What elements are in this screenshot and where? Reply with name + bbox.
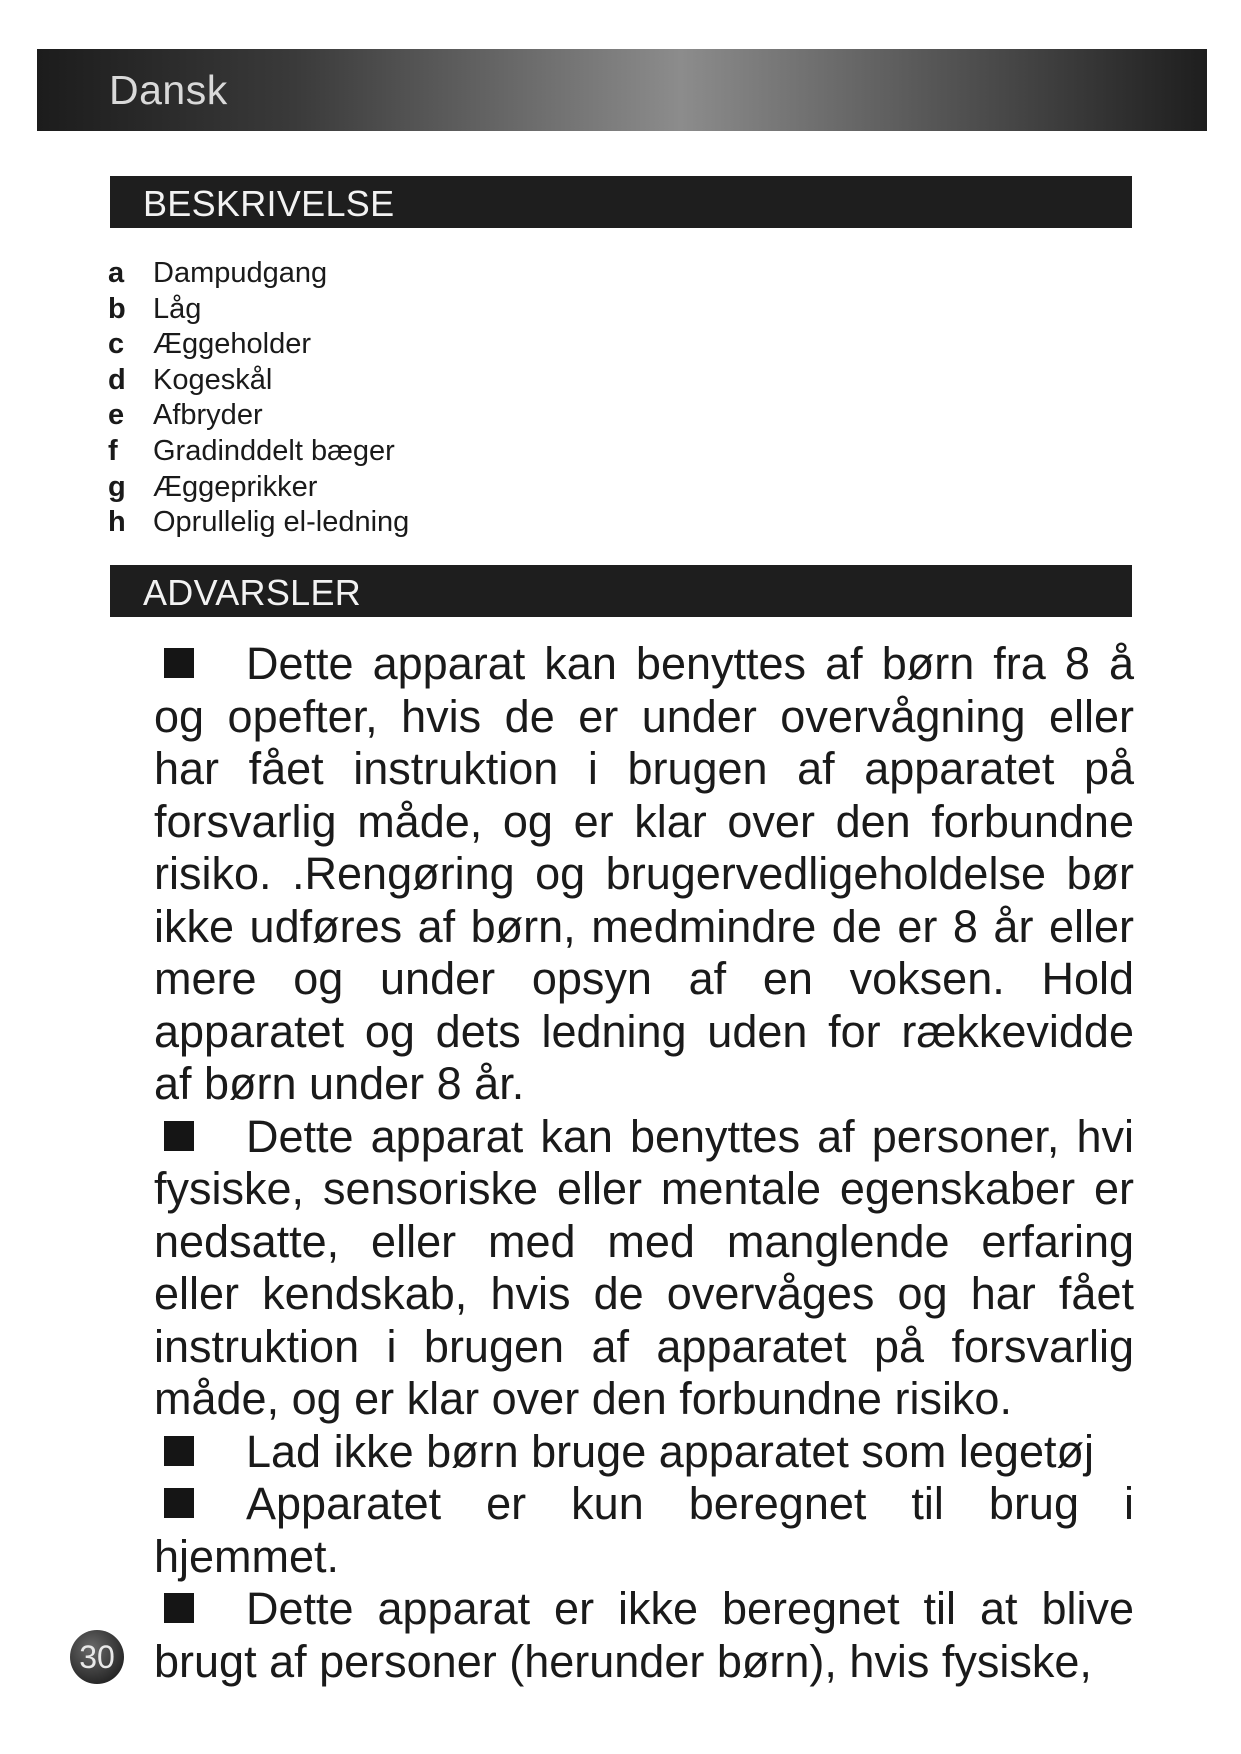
item-label: Gradinddelt bæger [153,434,395,467]
warning-item [154,638,1134,1111]
language-banner [37,49,1207,131]
description-header [110,176,1132,228]
item-letter: g [108,470,126,503]
list-item [108,292,409,328]
list-item [108,434,409,470]
warning-text: Lad ikke børn bruge apparatet som legetøj [246,1425,1094,1477]
warning-text: Apparatet er kun beregnet til brug i hjemmet. [154,1478,1134,1582]
description-title: BESKRIVELSE [143,183,395,224]
parts-list [108,256,409,541]
square-bullet-icon [164,1488,194,1518]
item-label: Dampudgang [153,257,328,289]
item-letter: h [108,506,126,539]
warning-text: Dette apparat kan benyttes af børn fra 8 å og opefter, hvis de er under overvågning eller har fået instruktion i brugen af apparatet på forsvarlig måde, og er klar over den forbundne risiko. .Rengøring og brugervedligeholdelse bør ikke udføres af børn, medmindre de er 8 år eller mere og under opsyn af en voksen. Hold apparatet og dets ledning uden for rækkevidde af børn under 8 år. [154,638,1134,1109]
item-letter: f [108,434,118,467]
page-number-badge: 30 [70,1630,124,1684]
warning-item [154,1583,1134,1688]
square-bullet-icon [164,1593,194,1623]
item-letter: e [108,399,125,432]
warnings-title: ADVARSLER [143,572,362,613]
warning-item [154,1426,1134,1479]
item-label: Låg [153,292,202,325]
list-item [108,256,409,292]
item-label: Æggeprikker [153,470,318,503]
warnings-list [154,638,1134,1688]
warning-text: Dette apparat er ikke beregnet til at blive brugt af personer (herunder børn), hvis fysiske, [154,1583,1134,1687]
square-bullet-icon [164,1121,194,1151]
warning-text: Dette apparat kan benyttes af personer, hvi fysiske, sensoriske eller mentale egenskaber er nedsatte, eller med med manglende erfaring eller kendskab, hvis de overvåges og har fået instruktion i brugen af apparatet på forsvarlig måde, og er klar over den forbundne risiko. [154,1110,1134,1424]
list-item [108,505,409,541]
item-label: Oprullelig el-ledning [153,506,410,539]
item-letter: c [108,328,125,361]
square-bullet-icon [164,1436,194,1466]
list-item [108,398,409,434]
list-item [108,470,409,506]
language-label: Dansk [109,67,228,113]
warning-item [154,1478,1134,1583]
item-label: Afbryder [153,399,263,432]
list-item [108,363,409,399]
warning-item [154,1111,1134,1426]
square-bullet-icon [164,648,194,678]
item-letter: b [108,292,126,325]
warnings-header [110,565,1132,617]
item-label: Kogeskål [153,363,273,396]
item-letter: a [108,257,125,289]
item-label: Æggeholder [153,328,311,361]
list-item [108,327,409,363]
item-letter: d [108,363,126,396]
